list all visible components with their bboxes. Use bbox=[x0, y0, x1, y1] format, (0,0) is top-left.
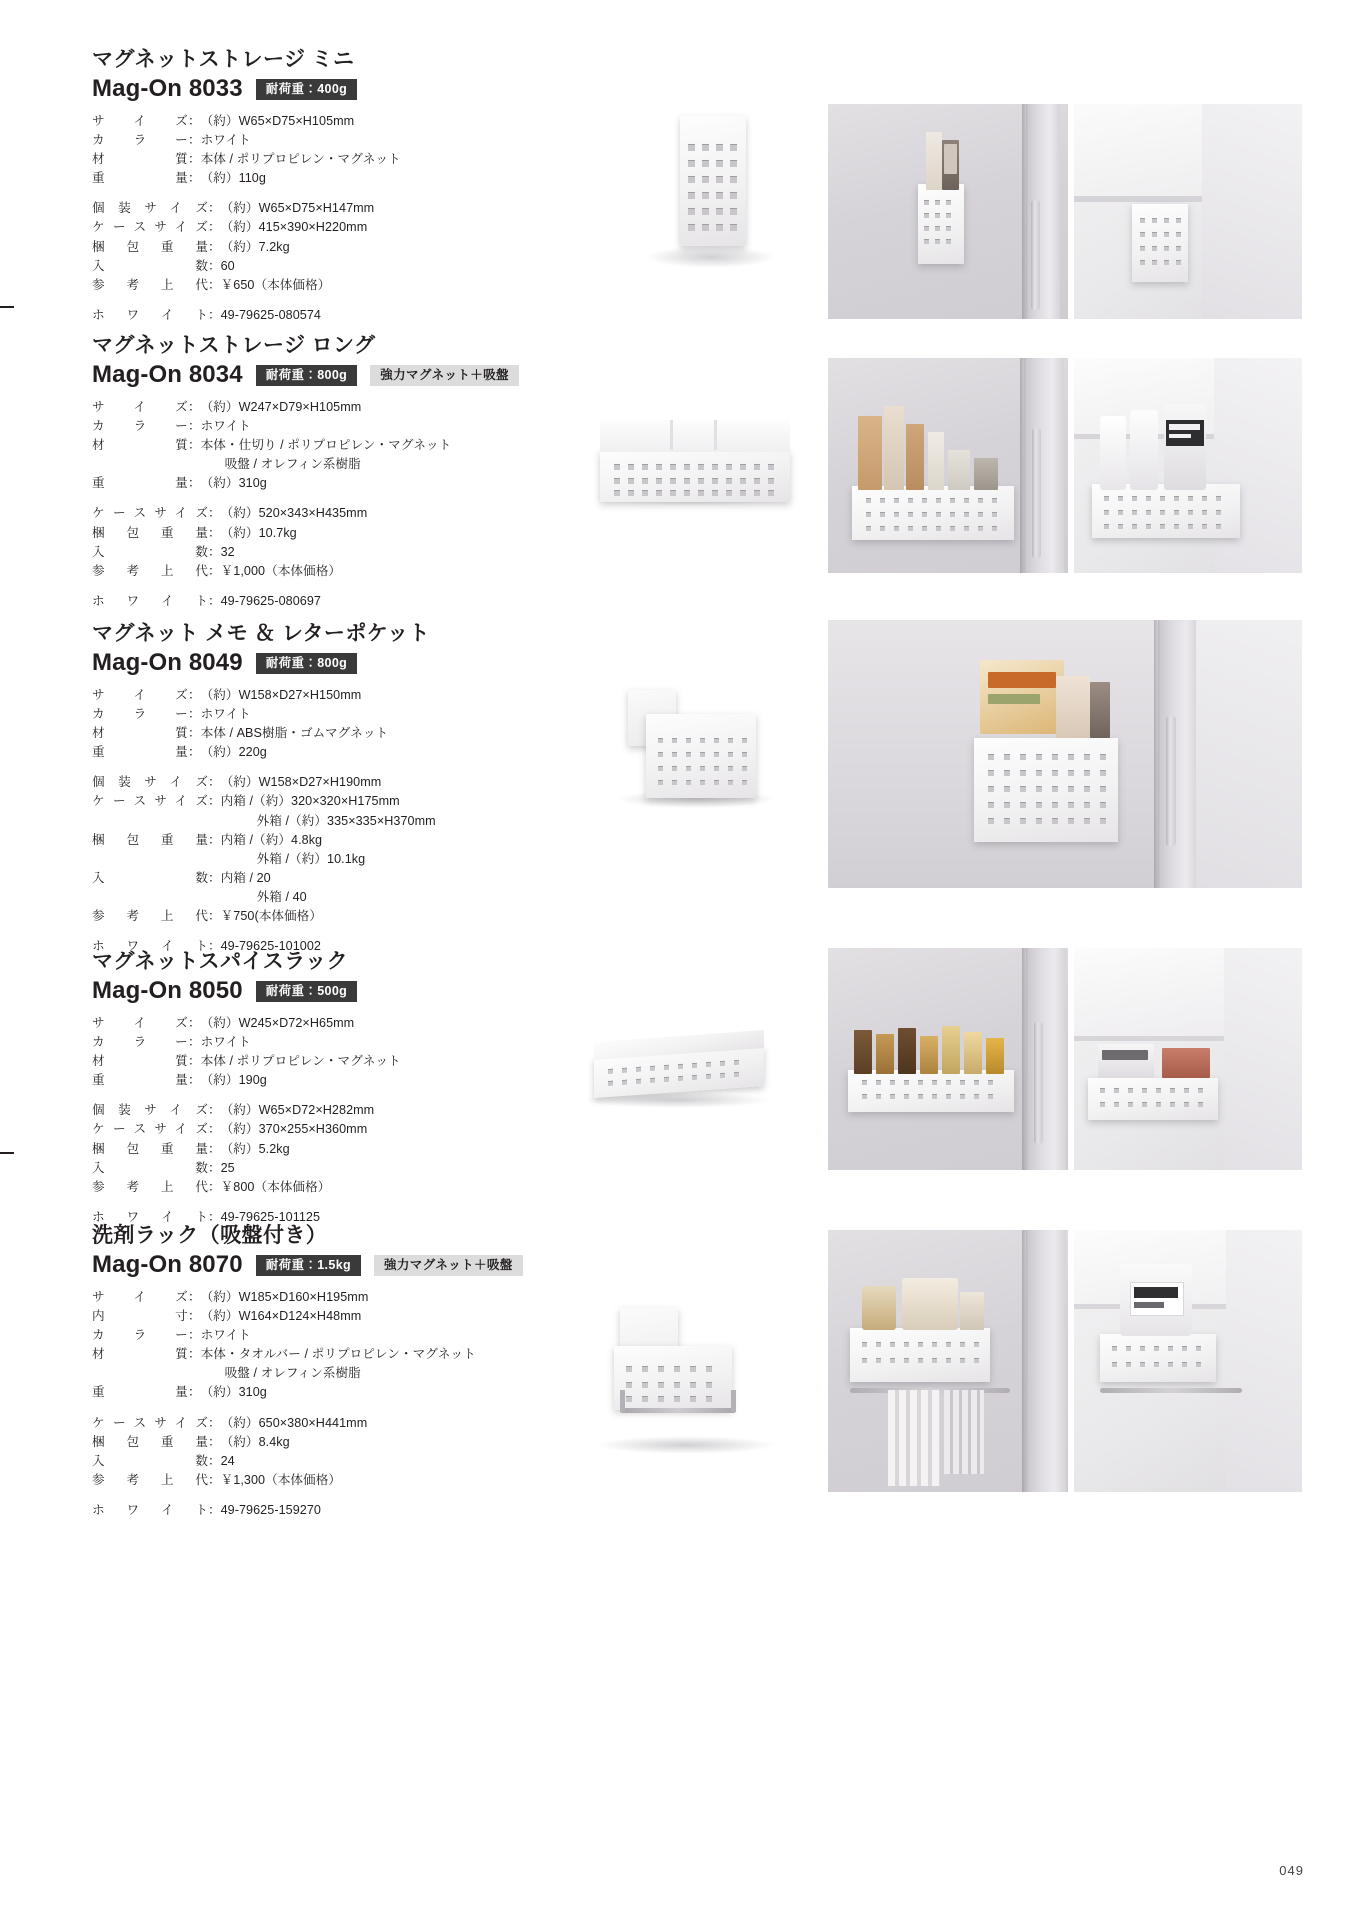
spec-row bbox=[92, 1159, 374, 1178]
spec-row bbox=[92, 257, 374, 276]
spec-row bbox=[92, 773, 436, 792]
spec-key: 入 数 bbox=[92, 1160, 208, 1175]
spec-key: 個装サイズ bbox=[92, 775, 208, 790]
product-block-8033 bbox=[0, 46, 1358, 326]
jan-value: 49-79625-080697 bbox=[220, 594, 321, 608]
spec-colon: ： bbox=[208, 277, 221, 292]
spec-value: （約）220g bbox=[200, 745, 267, 760]
spec-row bbox=[92, 199, 374, 218]
spec-row-cont bbox=[92, 455, 451, 474]
lifestyle-photo-8050-b bbox=[1074, 948, 1302, 1170]
spec-colon: ： bbox=[188, 1034, 201, 1049]
spec-key-blank bbox=[92, 850, 208, 869]
spec-value: 本体 / ABS樹脂・ゴムマグネット bbox=[200, 726, 389, 741]
spec-value: 本体・タオルバー / ポリプロピレン・マグネット bbox=[200, 1347, 476, 1362]
spec-colon: ： bbox=[208, 1179, 221, 1194]
spec-value: 吸盤 / オレフィン系樹脂 bbox=[224, 1366, 361, 1381]
spec-key: 重 量 bbox=[92, 476, 188, 491]
jan-row bbox=[92, 592, 321, 611]
jan-value: 49-79625-080574 bbox=[220, 308, 321, 322]
lifestyle-photo-8050-a bbox=[828, 948, 1068, 1170]
jan-value: 49-79625-101125 bbox=[220, 1210, 321, 1224]
spec-colon: ： bbox=[188, 1347, 201, 1362]
load-capacity-badge: 耐荷重：800g bbox=[256, 365, 358, 387]
spec-row bbox=[92, 238, 374, 257]
spec-row-cont bbox=[92, 888, 436, 907]
spec-value: （約）520×343×H435mm bbox=[220, 506, 368, 521]
spec-colon: ： bbox=[188, 171, 201, 186]
spec-row bbox=[92, 1345, 476, 1364]
spec-key: ケースサイズ bbox=[92, 1415, 208, 1430]
spec-value: （約）370×255×H360mm bbox=[220, 1122, 368, 1137]
studio-photo-8070 bbox=[586, 1280, 786, 1470]
spec-key: 梱 包 重 量 bbox=[92, 1141, 208, 1156]
spec-key: 重 量 bbox=[92, 1385, 188, 1400]
spec-value: （約）310g bbox=[200, 476, 267, 491]
spec-value: ホワイト bbox=[200, 132, 251, 147]
spec-row-cont bbox=[92, 812, 436, 831]
spec-value: 32 bbox=[220, 544, 235, 559]
spec-value: （約）5.2kg bbox=[220, 1141, 290, 1156]
spec-row bbox=[92, 1140, 374, 1159]
spec-colon: ： bbox=[208, 258, 221, 273]
spec-colon: ： bbox=[208, 1210, 221, 1224]
spec-value: （約）W158×D27×H190mm bbox=[220, 775, 382, 790]
spec-row bbox=[92, 562, 367, 581]
spec-key: 材 質 bbox=[92, 152, 188, 167]
lifestyle-photo-8033-a bbox=[828, 104, 1068, 319]
spec-colon: ： bbox=[208, 506, 221, 521]
spec-key: 参 考 上 代 bbox=[92, 563, 208, 578]
spec-key: 入 数 bbox=[92, 544, 208, 559]
spec-value: 24 bbox=[220, 1453, 235, 1468]
spec-colon: ： bbox=[208, 909, 221, 924]
load-capacity-badge: 耐荷重：400g bbox=[256, 79, 358, 101]
product-block-8034 bbox=[0, 332, 1358, 622]
spec-key: 重 量 bbox=[92, 745, 188, 760]
spec-key: 参 考 上 代 bbox=[92, 277, 208, 292]
spec-key: 材 質 bbox=[92, 1347, 188, 1362]
spec-row bbox=[92, 869, 436, 888]
spec-value: （約）415×390×H220mm bbox=[220, 220, 368, 235]
spec-key: サイズ bbox=[92, 687, 188, 702]
spec-colon: ： bbox=[208, 239, 221, 254]
spec-row bbox=[92, 743, 388, 762]
spec-key: ケースサイズ bbox=[92, 506, 208, 521]
jan-value: 49-79625-159270 bbox=[220, 1503, 321, 1518]
spec-key: 参 考 上 代 bbox=[92, 1179, 208, 1194]
spec-row bbox=[92, 150, 401, 169]
spec-key: ケースサイズ bbox=[92, 1122, 208, 1137]
spec-value: （約）W65×D72×H282mm bbox=[220, 1103, 375, 1118]
jan-key: ホ ワ イ ト bbox=[92, 1210, 208, 1224]
spec-row bbox=[92, 1307, 476, 1326]
spec-value: ホワイト bbox=[200, 706, 251, 721]
spec-value: ホワイト bbox=[200, 1328, 251, 1343]
model-row bbox=[92, 650, 612, 676]
spec-row bbox=[92, 907, 436, 926]
spec-value: （約）W164×D124×H48mm bbox=[200, 1308, 362, 1323]
feature-badge: 強力マグネット＋吸盤 bbox=[370, 365, 519, 387]
spec-colon: ： bbox=[208, 1473, 221, 1487]
spec-colon: ： bbox=[188, 438, 201, 453]
spec-group-main bbox=[92, 1288, 652, 1403]
spec-key: 材 質 bbox=[92, 726, 188, 741]
spec-key: 材 質 bbox=[92, 438, 188, 453]
spec-row bbox=[92, 131, 401, 150]
spec-value: ￥800（本体価格） bbox=[220, 1179, 331, 1194]
spec-row bbox=[92, 1288, 476, 1307]
spec-key: 内 寸 bbox=[92, 1308, 188, 1323]
spec-colon: ： bbox=[208, 871, 221, 885]
spec-colon: ： bbox=[188, 1328, 201, 1343]
spec-colon: ： bbox=[188, 1308, 201, 1323]
studio-photo-8033 bbox=[636, 96, 786, 276]
load-capacity-badge: 耐荷重：500g bbox=[256, 981, 358, 1003]
spec-key: 参 考 上 代 bbox=[92, 909, 208, 924]
spec-key: 個装サイズ bbox=[92, 1103, 208, 1118]
lifestyle-photo-8049 bbox=[828, 620, 1302, 888]
spec-colon: ： bbox=[208, 201, 221, 216]
spec-value: ￥1,300（本体価格） bbox=[220, 1473, 342, 1487]
product-model: Mag-On 8049 bbox=[92, 649, 243, 677]
product-model: Mag-On 8034 bbox=[92, 361, 243, 389]
spec-row bbox=[92, 1433, 367, 1452]
product-title-ja: マグネットストレージ ミニ bbox=[92, 48, 355, 71]
spec-group-case bbox=[92, 1414, 652, 1491]
spec-key: 重 量 bbox=[92, 171, 188, 186]
spec-row bbox=[92, 1471, 367, 1490]
spec-colon: ： bbox=[188, 418, 201, 433]
jan-value: 49-79625-101002 bbox=[220, 939, 321, 954]
product-info bbox=[92, 46, 612, 325]
spec-colon: ： bbox=[188, 687, 201, 702]
spec-value: （約）W158×D27×H150mm bbox=[200, 687, 362, 702]
product-title-ja: マグネットスパイスラック bbox=[92, 950, 348, 973]
spec-colon-blank bbox=[188, 455, 201, 474]
spec-row bbox=[92, 1033, 401, 1052]
spec-colon: ： bbox=[188, 1015, 201, 1030]
spec-row bbox=[92, 1414, 367, 1433]
spec-value: ￥650（本体価格） bbox=[220, 277, 331, 292]
spec-row bbox=[92, 169, 401, 188]
product-model: Mag-On 8070 bbox=[92, 1251, 243, 1279]
spec-colon: ： bbox=[208, 563, 221, 578]
spec-value: （約）110g bbox=[200, 171, 266, 186]
spec-row bbox=[92, 1178, 374, 1197]
spec-colon-blank bbox=[188, 1364, 201, 1383]
spec-colon: ： bbox=[208, 832, 221, 847]
spec-key: サイズ bbox=[92, 113, 188, 128]
spec-group-case bbox=[92, 1101, 612, 1197]
spec-key: カラー bbox=[92, 132, 188, 147]
spec-colon: ： bbox=[188, 1054, 201, 1069]
model-row bbox=[92, 362, 652, 388]
spec-colon: ： bbox=[188, 726, 201, 741]
lifestyle-photo-8070-b bbox=[1074, 1230, 1302, 1492]
load-capacity-badge: 耐荷重：800g bbox=[256, 653, 358, 675]
product-title-ja: 洗剤ラック（吸盤付き） bbox=[92, 1224, 328, 1247]
spec-colon: ： bbox=[188, 1385, 201, 1400]
spec-row bbox=[92, 724, 388, 743]
spec-colon: ： bbox=[208, 308, 221, 322]
spec-row bbox=[92, 1014, 401, 1033]
product-info bbox=[92, 948, 612, 1227]
spec-key: 入 数 bbox=[92, 1453, 208, 1468]
spec-value: ホワイト bbox=[200, 418, 251, 433]
spec-colon: ： bbox=[208, 939, 221, 954]
spec-colon: ： bbox=[208, 594, 221, 608]
spec-row bbox=[92, 792, 436, 811]
lifestyle-photo-8034-a bbox=[828, 358, 1068, 573]
spec-row bbox=[92, 1452, 367, 1471]
spec-row bbox=[92, 686, 388, 705]
spec-row bbox=[92, 504, 367, 523]
spec-key: 梱 包 重 量 bbox=[92, 1434, 208, 1449]
product-title-ja: マグネット メモ ＆ レターポケット bbox=[92, 622, 430, 645]
spec-row-cont bbox=[92, 850, 436, 869]
spec-value: （約）8.4kg bbox=[220, 1434, 290, 1449]
spec-row bbox=[92, 1120, 374, 1139]
spec-colon: ： bbox=[188, 1289, 201, 1304]
spec-row bbox=[92, 1326, 476, 1345]
lifestyle-photo-8070-a bbox=[828, 1230, 1068, 1492]
product-block-8049 bbox=[0, 620, 1358, 954]
spec-key: ケースサイズ bbox=[92, 220, 208, 235]
jan-row bbox=[92, 1501, 321, 1520]
spec-row bbox=[92, 705, 388, 724]
spec-value: ￥1,000（本体価格） bbox=[220, 563, 342, 578]
spec-key: 梱 包 重 量 bbox=[92, 239, 208, 254]
spec-value: （約）W65×D75×H105mm bbox=[200, 113, 355, 128]
spec-colon: ： bbox=[208, 1141, 221, 1156]
spec-value: （約）W185×D160×H195mm bbox=[200, 1289, 369, 1304]
model-row bbox=[92, 978, 612, 1004]
spec-colon-blank bbox=[208, 888, 221, 907]
spec-group-jan bbox=[92, 306, 612, 325]
studio-photo-8050 bbox=[578, 1014, 778, 1124]
spec-group-main bbox=[92, 1014, 612, 1091]
spec-group-case bbox=[92, 199, 612, 295]
spec-row bbox=[92, 474, 451, 493]
spec-row bbox=[92, 1383, 476, 1402]
lifestyle-photo-8034-b bbox=[1074, 358, 1302, 573]
spec-colon: ： bbox=[208, 1415, 221, 1430]
spec-key: 参 考 上 代 bbox=[92, 1473, 208, 1487]
spec-row bbox=[92, 1071, 401, 1090]
spec-value: 内箱 /（約）4.8kg bbox=[220, 832, 323, 847]
product-model: Mag-On 8033 bbox=[92, 75, 243, 103]
spec-group-main bbox=[92, 398, 652, 494]
spec-colon: ： bbox=[208, 775, 221, 790]
spec-colon: ： bbox=[208, 1453, 221, 1468]
spec-key: サイズ bbox=[92, 399, 188, 414]
spec-row bbox=[92, 417, 451, 436]
spec-key: サイズ bbox=[92, 1015, 188, 1030]
spec-value: 内箱 / 20 bbox=[220, 871, 271, 885]
spec-value: 外箱 / 40 bbox=[256, 890, 307, 905]
spec-colon-blank bbox=[208, 850, 221, 869]
spec-colon: ： bbox=[208, 794, 221, 809]
spec-key: カラー bbox=[92, 418, 188, 433]
spec-value: （約）W247×D79×H105mm bbox=[200, 399, 362, 414]
spec-row bbox=[92, 1052, 401, 1071]
spec-value: （約）190g bbox=[200, 1073, 267, 1088]
spec-row bbox=[92, 112, 401, 131]
spec-key-blank bbox=[92, 1364, 188, 1383]
spec-key: 梱 包 重 量 bbox=[92, 525, 208, 540]
spec-row-cont bbox=[92, 1364, 476, 1383]
product-info bbox=[92, 1222, 652, 1520]
spec-colon: ： bbox=[188, 1073, 201, 1088]
jan-key: ホ ワ イ ト bbox=[92, 308, 208, 322]
feature-badge: 強力マグネット＋吸盤 bbox=[374, 1255, 523, 1277]
spec-row bbox=[92, 831, 436, 850]
product-model: Mag-On 8050 bbox=[92, 977, 243, 1005]
spec-value: （約）650×380×H441mm bbox=[220, 1415, 368, 1430]
spec-value: 本体 / ポリプロピレン・マグネット bbox=[200, 1054, 401, 1069]
spec-key: ケースサイズ bbox=[92, 794, 208, 809]
product-block-8050 bbox=[0, 948, 1358, 1224]
spec-colon: ： bbox=[208, 1503, 221, 1518]
spec-key: カラー bbox=[92, 1328, 188, 1343]
spec-key-blank bbox=[92, 455, 188, 474]
spec-key: 個装サイズ bbox=[92, 201, 208, 216]
spec-key: 入 数 bbox=[92, 871, 208, 885]
spec-row bbox=[92, 1101, 374, 1120]
product-info bbox=[92, 332, 652, 611]
spec-row bbox=[92, 218, 374, 237]
spec-group-jan bbox=[92, 592, 652, 611]
jan-key: ホ ワ イ ト bbox=[92, 1503, 208, 1518]
spec-value: 外箱 /（約）335×335×H370mm bbox=[256, 813, 436, 828]
spec-key: 梱 包 重 量 bbox=[92, 832, 208, 847]
product-title-ja: マグネットストレージ ロング bbox=[92, 334, 376, 357]
spec-row bbox=[92, 398, 451, 417]
spec-colon: ： bbox=[208, 1103, 221, 1118]
spec-key: 重 量 bbox=[92, 1073, 188, 1088]
spec-key: サイズ bbox=[92, 1289, 188, 1304]
jan-row bbox=[92, 306, 321, 325]
spec-value: （約）W65×D75×H147mm bbox=[220, 201, 375, 216]
spec-colon: ： bbox=[188, 706, 201, 721]
spec-colon: ： bbox=[188, 476, 201, 491]
spec-value: 吸盤 / オレフィン系樹脂 bbox=[224, 457, 361, 472]
model-row bbox=[92, 1252, 652, 1278]
spec-colon: ： bbox=[188, 113, 201, 128]
spec-value: 外箱 /（約）10.1kg bbox=[256, 851, 366, 866]
spec-colon: ： bbox=[208, 1160, 221, 1175]
spec-value: 本体 / ポリプロピレン・マグネット bbox=[200, 152, 401, 167]
spec-value: （約）W245×D72×H65mm bbox=[200, 1015, 355, 1030]
spec-colon: ： bbox=[208, 1434, 221, 1449]
spec-colon: ： bbox=[188, 399, 201, 414]
spec-row bbox=[92, 276, 374, 295]
spec-row bbox=[92, 436, 451, 455]
studio-photo-8034 bbox=[586, 392, 806, 522]
spec-colon-blank bbox=[208, 812, 221, 831]
product-block-8070 bbox=[0, 1222, 1358, 1522]
spec-group-main bbox=[92, 112, 612, 189]
spec-key: 材 質 bbox=[92, 1054, 188, 1069]
spec-colon: ： bbox=[188, 152, 201, 167]
spec-row bbox=[92, 524, 367, 543]
spec-group-case bbox=[92, 773, 612, 926]
spec-value: （約）10.7kg bbox=[220, 525, 297, 540]
jan-key: ホ ワ イ ト bbox=[92, 594, 208, 608]
spec-value: （約）7.2kg bbox=[220, 239, 290, 254]
spec-key: 入 数 bbox=[92, 258, 208, 273]
spec-colon: ： bbox=[188, 132, 201, 147]
page-number: 049 bbox=[1279, 1863, 1304, 1878]
spec-colon: ： bbox=[208, 1122, 221, 1137]
spec-key: カラー bbox=[92, 1034, 188, 1049]
spec-group-case bbox=[92, 504, 652, 581]
model-row bbox=[92, 76, 612, 102]
product-info bbox=[92, 620, 612, 957]
spec-value: （約）310g bbox=[200, 1385, 267, 1400]
spec-group-main bbox=[92, 686, 612, 763]
spec-colon: ： bbox=[208, 220, 221, 235]
spec-key-blank bbox=[92, 812, 208, 831]
spec-value: 60 bbox=[220, 258, 235, 273]
spec-group-jan bbox=[92, 1501, 652, 1520]
spec-value: 25 bbox=[220, 1160, 235, 1175]
spec-value: ￥750(本体価格） bbox=[220, 909, 322, 924]
lifestyle-photo-8033-b bbox=[1074, 104, 1302, 319]
jan-key: ホ ワ イ ト bbox=[92, 939, 208, 954]
spec-value: ホワイト bbox=[200, 1034, 251, 1049]
spec-key: カラー bbox=[92, 706, 188, 721]
spec-value: 内箱 /（約）320×320×H175mm bbox=[220, 794, 400, 809]
spec-key-blank bbox=[92, 888, 208, 907]
spec-colon: ： bbox=[188, 745, 201, 760]
studio-photo-8049 bbox=[606, 678, 786, 818]
spec-row bbox=[92, 543, 367, 562]
spec-value: 本体・仕切り / ポリプロピレン・マグネット bbox=[200, 438, 452, 453]
spec-colon: ： bbox=[208, 544, 221, 559]
spec-colon: ： bbox=[208, 525, 221, 540]
load-capacity-badge: 耐荷重：1.5kg bbox=[256, 1255, 361, 1277]
